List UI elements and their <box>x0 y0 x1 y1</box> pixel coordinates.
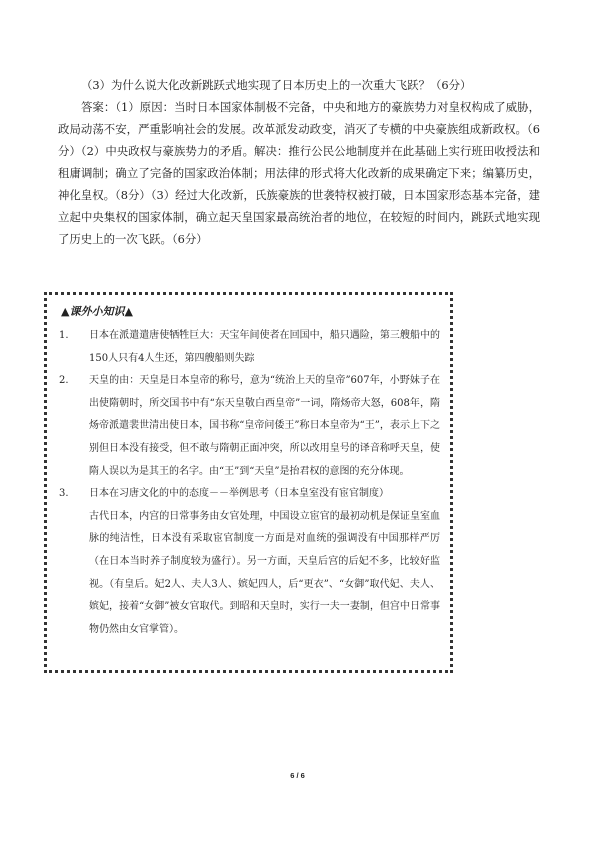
answer-text: 答案：（1）原因：当时日本国家体制极不完备，中央和地方的豪族势力对皇权构成了威胁，政局动荡不安，严重影响社会的发展。改革派发动政变，消灭了专横的中央豪族组成新政权。（6分）（2）中央政权与豪族势力的矛盾。解决：推行公民公地制度并在此基础上实行班田收授法和租庸调制；确立了完备的国家政治体制；用法律的形式将大化改新的成果确定下来；编纂历史，神化皇权。（8分）（3）经过大化改新，氏族豪族的世袭特权被打破，日本国家形态基本完备，建立起中央集权的国家体制，确立起天皇国家最高统治者的地位，在较短的时间内，跳跃式地实现了历史上的一次飞跃。（6分） <box>58 100 540 246</box>
extracurricular-knowledge-box <box>44 292 453 673</box>
item-text: 古代日本，内宫的日常事务由女官处理，中国设立宦官的最初动机是保证皇室血脉的纯洁性，日本没有采取宦官制度一方面是对血统的强调没有中国那样严厉（在日本当时养子制度较为盛行）。另一方面，天皇后宫的后妃不多，比较好监视。（有皇后。妃2人、夫人3人、嫔妃四人，后“更衣”、“女御”取代妃、夫人、嫔妃，接着“女御”被女官取代。到昭和天皇时，实行一夫一妻制，但宫中日常事物仍然由女官掌管）。 <box>89 510 440 635</box>
box-title: ▲课外小知识▲ <box>61 305 133 318</box>
item-body <box>89 483 440 641</box>
knowledge-item-1 <box>59 325 440 370</box>
question-prompt: （3）为什么说大化改新跳跃式地实现了日本历史上的一次重大飞跃？（6分） <box>81 78 472 92</box>
answer-section <box>58 74 540 250</box>
item-heading: 日本在习唐文化的中的态度－－举例思考（日本皇室没有宦官制度） <box>89 488 389 500</box>
item-number: 1. <box>59 330 69 341</box>
item-text: 天皇的由：天皇是日本皇帝的称号，意为“统治上天的皇帝”607年，小野妹子在出使隋朝时，所交国书中有“东天皇敬白西皇帝”一词，隋炀帝大怒，608年，隋炀帝派遣裴世清出使日本，国书称“皇帝问倭王”称日本皇帝为“王”，表示上下之别但日本没有接受，但不敢与隋朝正面冲突，所以改用皇号的译音称呼天皇，使隋人误以为是其王的名字。由“王”到“天皇”是抬君权的意图的充分体现。 <box>89 375 440 477</box>
page-number: 6 / 6 <box>290 771 305 780</box>
knowledge-list <box>59 325 440 641</box>
item-number: 3. <box>59 488 69 500</box>
knowledge-item-3 <box>59 483 440 641</box>
knowledge-item-2 <box>59 370 440 483</box>
item-text: 日本在派遣遣唐使牺牲巨大：天宝年间使者在回国中，船只遇险，第三艘船中的150人只有4人生还，第四艘船则失踪 <box>89 330 440 364</box>
item-number: 2. <box>59 375 69 387</box>
